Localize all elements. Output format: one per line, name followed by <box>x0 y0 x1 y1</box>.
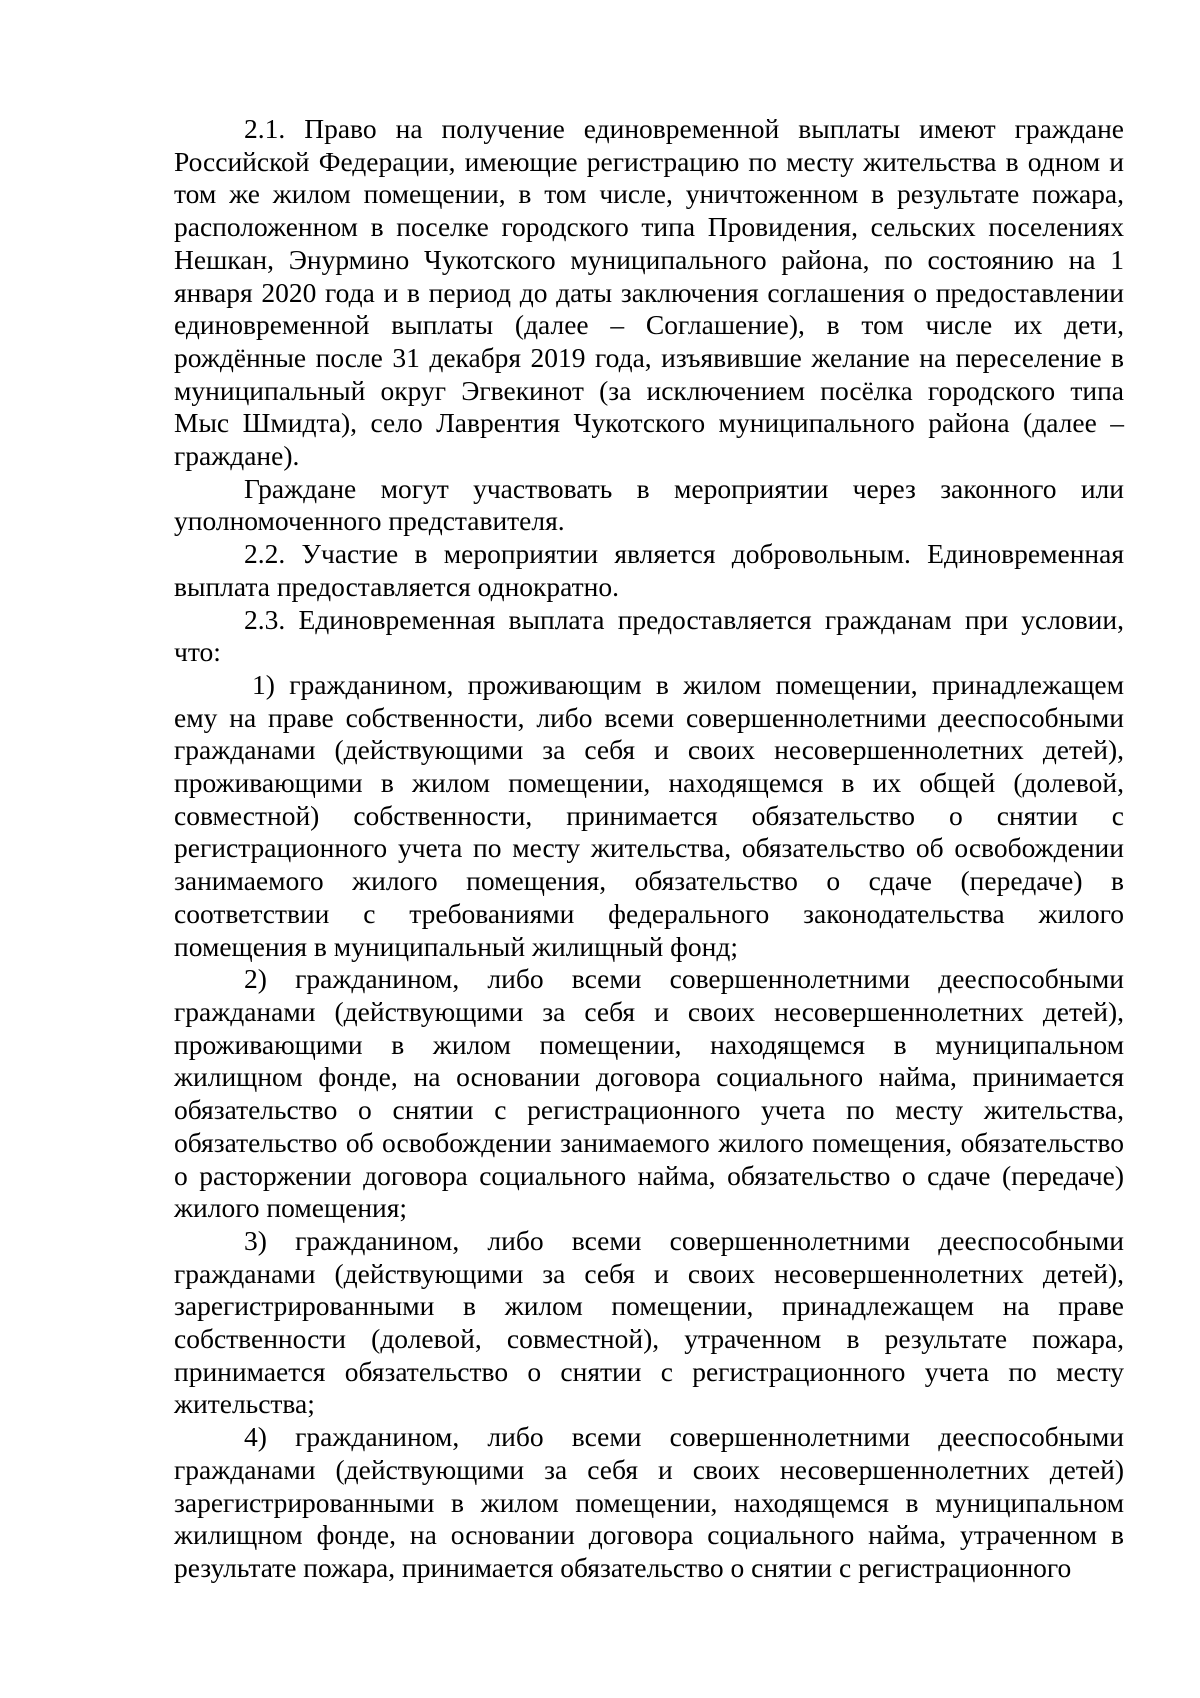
paragraph-2-1: 2.1. Право на получение единовременной выплаты имеют граждане Российской Федерации, имеющие регистрацию по месту жительства в одном и том же жилом помещении, в том числе, уничтоженном в результате пожара, расположенном в поселке городского типа Провидения, сельских поселениях Нешкан, Энурмино Чукотского муниципального района, по состоянию на 1 января 2020 года и в период до даты заключения соглашения о предоставлении единовременной выплаты (далее – Соглашение), в том числе их дети, рождённые после 31 декабря 2019 года, изъявившие желание на переселение в муниципальный округ Эгвекинот (за исключением посёлка городского типа Мыс Шмидта), село Лаврентия Чукотского муниципального района (далее – граждане). <box>174 113 1124 472</box>
list-item-1: 1) гражданином, проживающим в жилом помещении, принадлежащем ему на праве собственности, либо всеми совершеннолетними дееспособными гражданами (действующими за себя и своих несовершеннолетних детей), проживающими в жилом помещении, находящемся в их общей (долевой, совместной) собственности, принимается обязательство о снятии с регистрационного учета по месту жительства, обязательство об освобождении занимаемого жилого помещения, обязательство о сдаче (передаче) в соответствии с требованиями федерального законодательства жилого помещения в муниципальный жилищный фонд; <box>174 668 1124 962</box>
paragraph-2-3: 2.3. Единовременная выплата предоставляется гражданам при условии, что: <box>174 603 1124 668</box>
paragraph-2-2: 2.2. Участие в мероприятии является добровольным. Единовременная выплата предоставляется однократно. <box>174 538 1124 602</box>
document-body <box>174 113 1124 1585</box>
list-item-4: 4) гражданином, либо всеми совершеннолетними дееспособными гражданами (действующими за себя и своих несовершеннолетних детей) зарегистрированными в жилом помещении, находящемся в муниципальном жилищном фонде, на основании договора социального найма, утраченном в результате пожара, принимается обязательство о снятии с регистрационного <box>174 1421 1124 1583</box>
list-item-3: 3) гражданином, либо всеми совершеннолетними дееспособными гражданами (действующими за себя и своих несовершеннолетних детей), зарегистрированными в жилом помещении, принадлежащем на праве собственности (долевой, совместной), утраченном в результате пожара, принимается обязательство о снятии с регистрационного учета по месту жительства; <box>174 1224 1124 1420</box>
list-item-2: 2) гражданином, либо всеми совершеннолетними дееспособными гражданами (действующими за себя и своих несовершеннолетних детей), проживающими в жилом помещении, находящемся в муниципальном жилищном фонде, на основании договора социального найма, принимается обязательство о снятии с регистрационного учета по месту жительства, обязательство об освобождении занимаемого жилого помещения, обязательство о расторжении договора социального найма, обязательство о сдаче (передаче) жилого помещения; <box>174 963 1124 1224</box>
paragraph-representative: Граждане могут участвовать в мероприятии через законного или уполномоченного представителя. <box>174 472 1124 537</box>
